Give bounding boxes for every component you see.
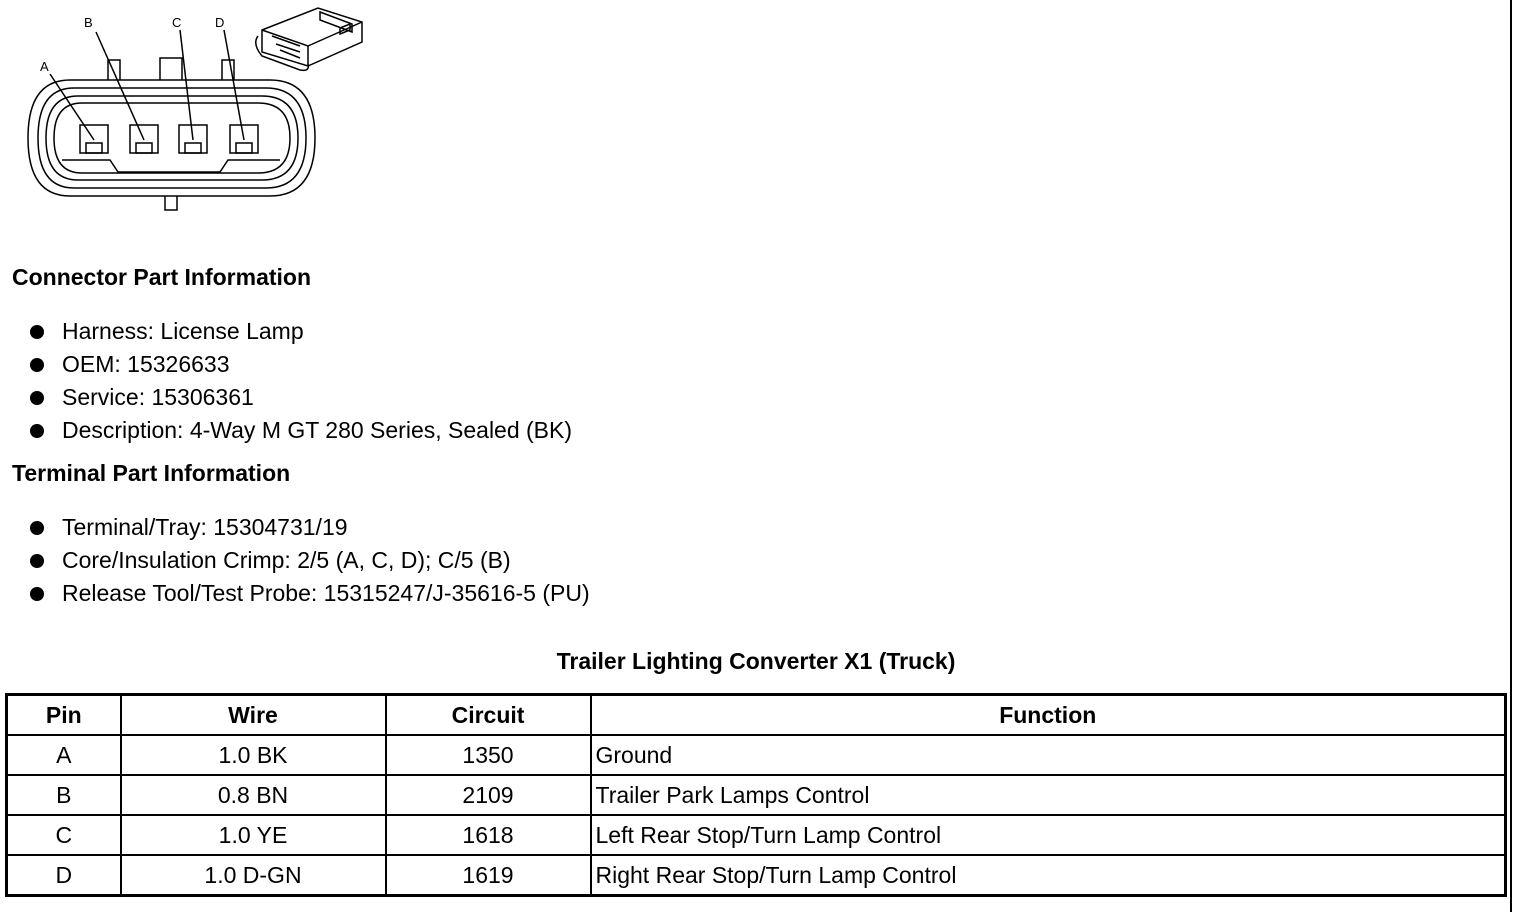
cell-pin: B [7,775,121,815]
table-row [7,775,1506,815]
connector-diagram [0,0,400,220]
pin-label-D: D [215,15,225,30]
cell-wire: 1.0 BK [121,735,386,775]
cell-function: Trailer Park Lamps Control [591,775,1506,815]
list-item: Release Tool/Test Probe: 15315247/J-35616-5 (PU) [28,577,590,610]
terminal-part-heading: Terminal Part Information [12,460,291,486]
list-item: Description: 4-Way M GT 280 Series, Sealed (BK) [28,414,572,447]
list-item: Harness: License Lamp [28,315,572,348]
cell-circuit: 1619 [386,855,591,896]
cell-function: Ground [591,735,1506,775]
pin-label-A: A [40,59,49,74]
list-item: Terminal/Tray: 15304731/19 [28,511,590,544]
bullet-icon [30,358,44,372]
list-item: Service: 15306361 [28,381,572,414]
bullet-icon [30,521,44,535]
cell-circuit: 1618 [386,815,591,855]
pin-label-B: B [84,15,93,30]
connector-3d-sketch [256,8,362,70]
cell-wire: 1.0 YE [121,815,386,855]
table-row [7,735,1506,775]
cell-circuit: 1350 [386,735,591,775]
terminal-part-list [28,511,590,610]
top-tab-center [160,58,182,80]
bullet-icon [30,391,44,405]
leader-D [224,30,244,140]
bullet-icon [30,554,44,568]
header-wire: Wire [121,695,386,736]
cell-function: Right Rear Stop/Turn Lamp Control [591,855,1506,896]
list-item: Core/Insulation Crimp: 2/5 (A, C, D); C/5 (B) [28,544,590,577]
cell-circuit: 2109 [386,775,591,815]
cell-pin: A [7,735,121,775]
table-row [7,855,1506,896]
cell-wire: 0.8 BN [121,775,386,815]
pin-table [5,693,1507,897]
bullet-icon [30,325,44,339]
leader-A [50,74,94,140]
header-circuit: Circuit [386,695,591,736]
cell-pin: D [7,855,121,896]
connector-part-heading: Connector Part Information [12,264,312,290]
leader-C [180,30,193,140]
leader-B [96,32,144,140]
header-pin: Pin [7,695,121,736]
cell-function: Left Rear Stop/Turn Lamp Control [591,815,1506,855]
pin-label-C: C [172,15,182,30]
bullet-icon [30,587,44,601]
list-item: OEM: 15326633 [28,348,572,381]
cell-wire: 1.0 D-GN [121,855,386,896]
bullet-icon [30,424,44,438]
header-function: Function [591,695,1506,736]
bottom-key [165,196,177,210]
table-header-row [7,695,1506,736]
cell-pin: C [7,815,121,855]
connector-part-list [28,315,572,447]
table-title: Trailer Lighting Converter X1 (Truck) [556,648,956,674]
page-right-border [1510,0,1512,912]
table-row [7,815,1506,855]
